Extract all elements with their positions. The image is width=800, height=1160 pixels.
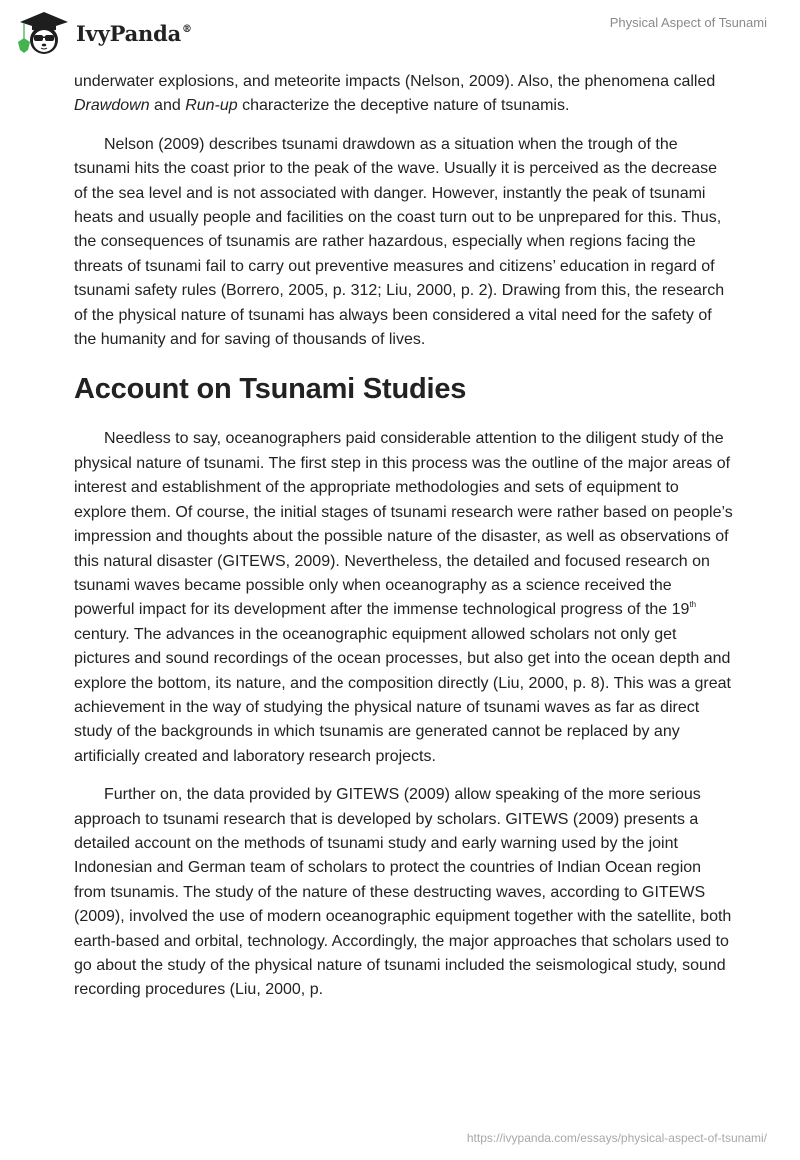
source-url[interactable]: https://ivypanda.com/essays/physical-aspect-of-tsunami/ bbox=[466, 1131, 767, 1145]
paragraph: Needless to say, oceanographers paid considerable attention to the diligent study of the physical nature of tsunami. The first step in this process was the outline of the major areas of interest and establishment of the appropriate methodologies and sets of equipment to explore them. Of course, the initial stages of tsunami research were rather based on people’s impression and thoughts about the possible nature of the disaster, as well as observations of this natural disaster (GITEWS, 2009). Nevertheless, the detailed and focused research on tsunami waves became possible only when oceanography as a science received the powerful impact for its development after the immense technological progress of the 19th century. The advances in the oceanographic equipment allowed scholars not only get pictures and sound recordings of the ocean processes, but also get into the ocean depth and explore the bottom, its nature, and the composition directly (Liu, 2000, p. 8). This was a great achievement in the way of studying the physical nature of tsunami waves as far as direct study of the backgrounds in which tsunamis are generated cannot be replaced by any artificially created and laboratory research projects. bbox=[74, 430, 733, 765]
section-heading: Account on Tsunami Studies bbox=[74, 373, 467, 406]
brand-logo[interactable] bbox=[14, 8, 192, 56]
paragraph: Further on, the data provided by GITEWS (2009) allow speaking of the more serious approach to tsunami research that is developed by scholars. GITEWS (2009) presents a detailed account on the methods of tsunami study and early warning used by the joint Indonesian and German team of scholars to protect the countries of Indian Ocean region from tsunamis. The study of the nature of these destructing waves, according to GITEWS (2009), involved the use of modern oceanographic equipment together with the satellite, both earth-based and orbital, technology. Accordingly, the major approaches that scholars used to go about the study of the physical nature of tsunami included the seismological study, sound recording procedures (Liu, 2000, p. bbox=[74, 786, 732, 999]
panda-graduate-icon bbox=[14, 8, 74, 56]
article-body bbox=[74, 70, 734, 1017]
paragraph: underwater explosions, and meteorite impacts (Nelson, 2009). Also, the phenomena called Drawdown and Run-up characterize the deceptive nature of tsunamis. bbox=[74, 73, 716, 115]
document-title: Physical Aspect of Tsunami bbox=[609, 15, 767, 30]
term-run-up: Run-up bbox=[185, 97, 238, 115]
registered-mark: ® bbox=[182, 23, 192, 35]
brand-name: IvyPanda® bbox=[76, 20, 192, 46]
ordinal-suffix: th bbox=[689, 600, 697, 610]
term-drawdown: Drawdown bbox=[74, 97, 150, 115]
paragraph: Nelson (2009) describes tsunami drawdown as a situation when the trough of the tsunami hits the coast prior to the peak of the wave. Usually it is perceived as the decrease of the sea level and is not associated with danger. However, instantly the peak of tsunami heats and usually people and facilities on the coast turn out to be unprepared for this. Thus, the consequences of tsunamis are rather hazardous, especially when regions facing the threats of tsunami fail to carry out preventive measures and citizens’ education in regard of tsunami safety rules (Borrero, 2005, p. 312; Liu, 2000, p. 2). Drawing from this, the research of the physical nature of tsunami has always been considered a vital need for the safety of the humanity and for saving of thousands of lives. bbox=[74, 135, 725, 349]
page-header bbox=[0, 0, 800, 60]
